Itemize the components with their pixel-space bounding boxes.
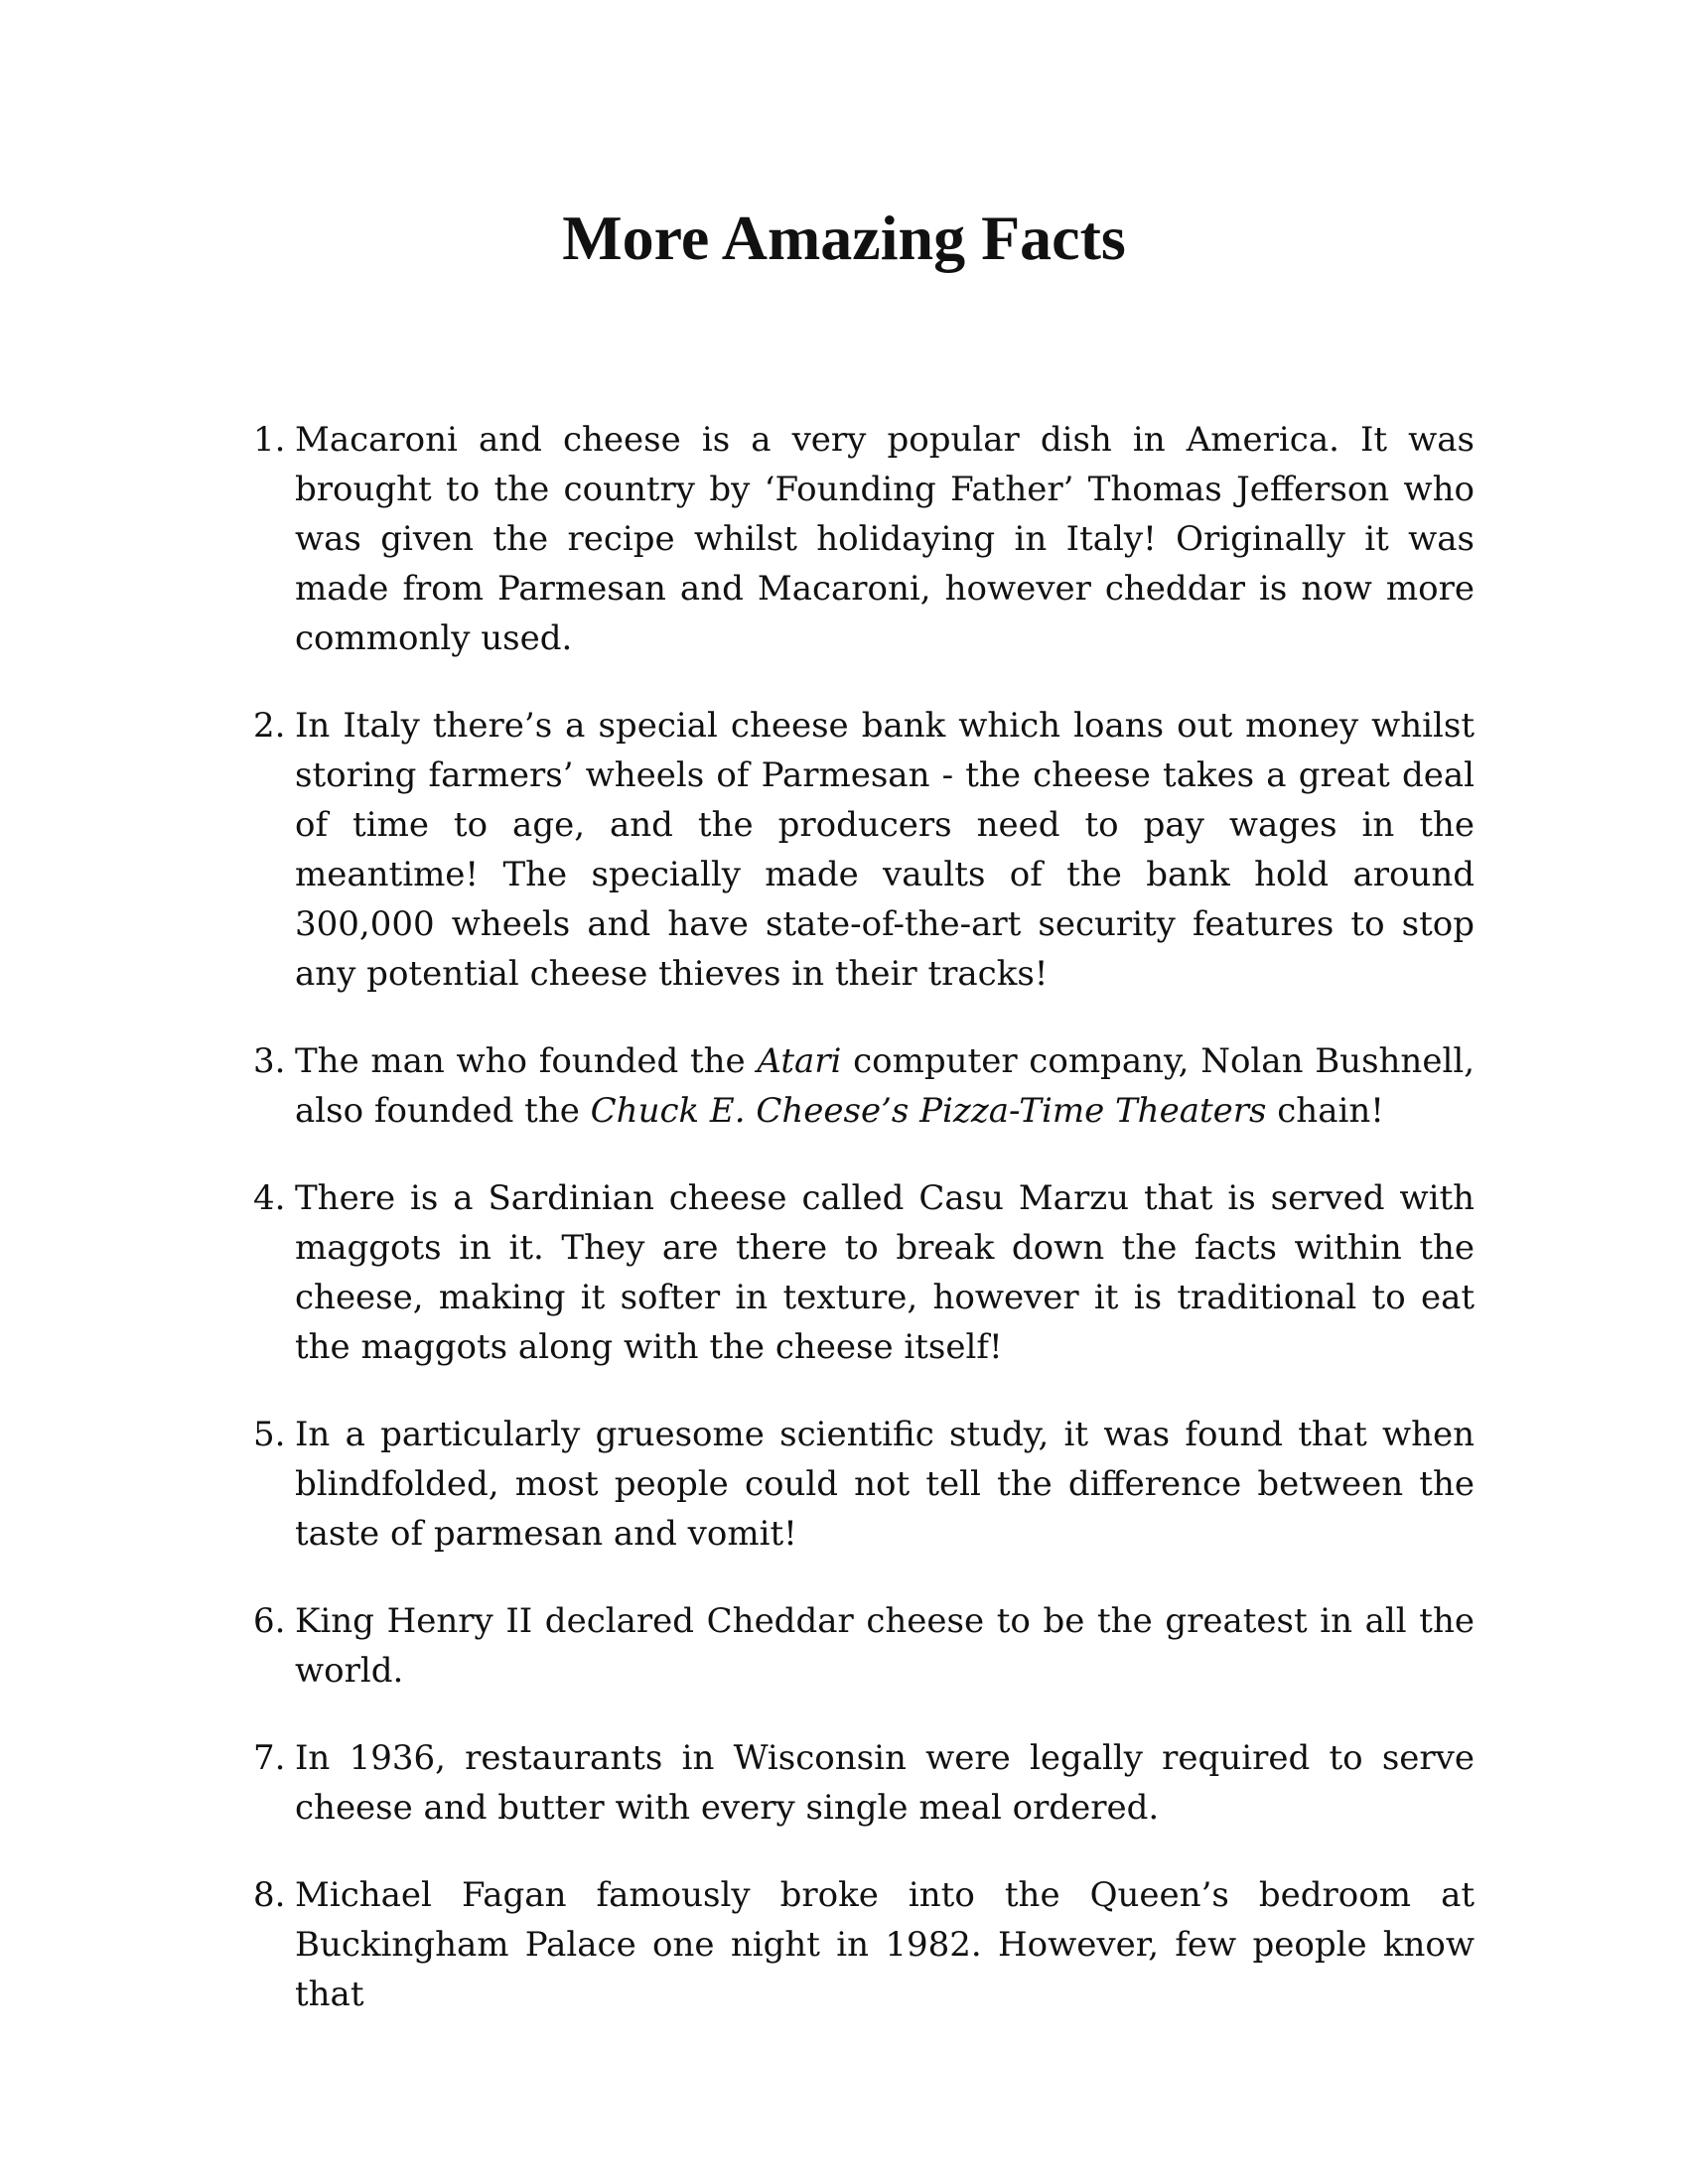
fact-item [253, 1410, 1475, 1559]
fact-number: 5. [253, 1415, 286, 1454]
fact-text-segment: In 1936, restaurants in Wisconsin were legally required to serve cheese and butter with every single meal ordered. [295, 1738, 1475, 1828]
fact-number: 4. [253, 1178, 286, 1218]
fact-text [295, 1036, 1475, 1136]
fact-text [295, 415, 1475, 663]
fact-text-segment: The man who founded the [295, 1041, 758, 1081]
fact-text [295, 1596, 1475, 1696]
fact-number: 7. [253, 1738, 286, 1778]
page-title: More Amazing Facts [562, 203, 1126, 273]
fact-text-segment: In a particularly gruesome scientific study, it was found that when blindfolded, most people could not tell the difference between the taste of parmesan and vomit! [295, 1415, 1475, 1554]
fact-item [253, 415, 1475, 663]
fact-text-segment: King Henry II declared Cheddar cheese to be the greatest in all the world. [295, 1601, 1475, 1691]
fact-item [253, 1173, 1475, 1372]
fact-text [295, 701, 1475, 999]
fact-number: 1. [253, 420, 286, 460]
fact-text [295, 1173, 1475, 1372]
fact-number: 3. [253, 1041, 286, 1081]
fact-number: 2. [253, 706, 286, 746]
fact-item [253, 701, 1475, 999]
fact-text-segment: There is a Sardinian cheese called Casu Marzu that is served with maggots in it. They are there to break down the facts within the cheese, making it softer in texture, however it is traditional to eat the maggots along with the cheese itself! [295, 1178, 1475, 1367]
fact-text-segment: computer company, Nolan Bushnell, also founded the [295, 1041, 1475, 1131]
fact-item [253, 1596, 1475, 1696]
facts-list [253, 415, 1475, 2057]
fact-text [295, 1870, 1475, 2019]
fact-text [295, 1410, 1475, 1559]
fact-item [253, 1870, 1475, 2019]
fact-italic-title: Atari [757, 1041, 842, 1081]
fact-item [253, 1036, 1475, 1136]
fact-number: 8. [253, 1875, 286, 1915]
fact-text [295, 1733, 1475, 1833]
fact-item [253, 1733, 1475, 1833]
fact-italic-title: Chuck E. Cheese’s Pizza-Time Theaters [590, 1091, 1267, 1131]
fact-text-segment: Michael Fagan famously broke into the Queen’s bedroom at Buckingham Palace one night in 1982. However, few people know that [295, 1875, 1475, 2014]
fact-text-segment: chain! [1266, 1091, 1384, 1131]
fact-number: 6. [253, 1601, 286, 1641]
fact-text-segment: Macaroni and cheese is a very popular dish in America. It was brought to the country by ‘Founding Father’ Thomas Jefferson who was given the recipe whilst holidaying in Italy! Originally it was made from Parmesan and Macaroni, however cheddar is now more commonly used. [295, 420, 1475, 658]
fact-text-segment: In Italy there’s a special cheese bank which loans out money whilst storing farmers’ wheels of Parmesan - the cheese takes a great deal of time to age, and the producers need to pay wages in the meantime! The specially made vaults of the bank hold around 300,000 wheels and have state-of-the-art security features to stop any potential cheese thieves in their tracks! [295, 706, 1475, 994]
